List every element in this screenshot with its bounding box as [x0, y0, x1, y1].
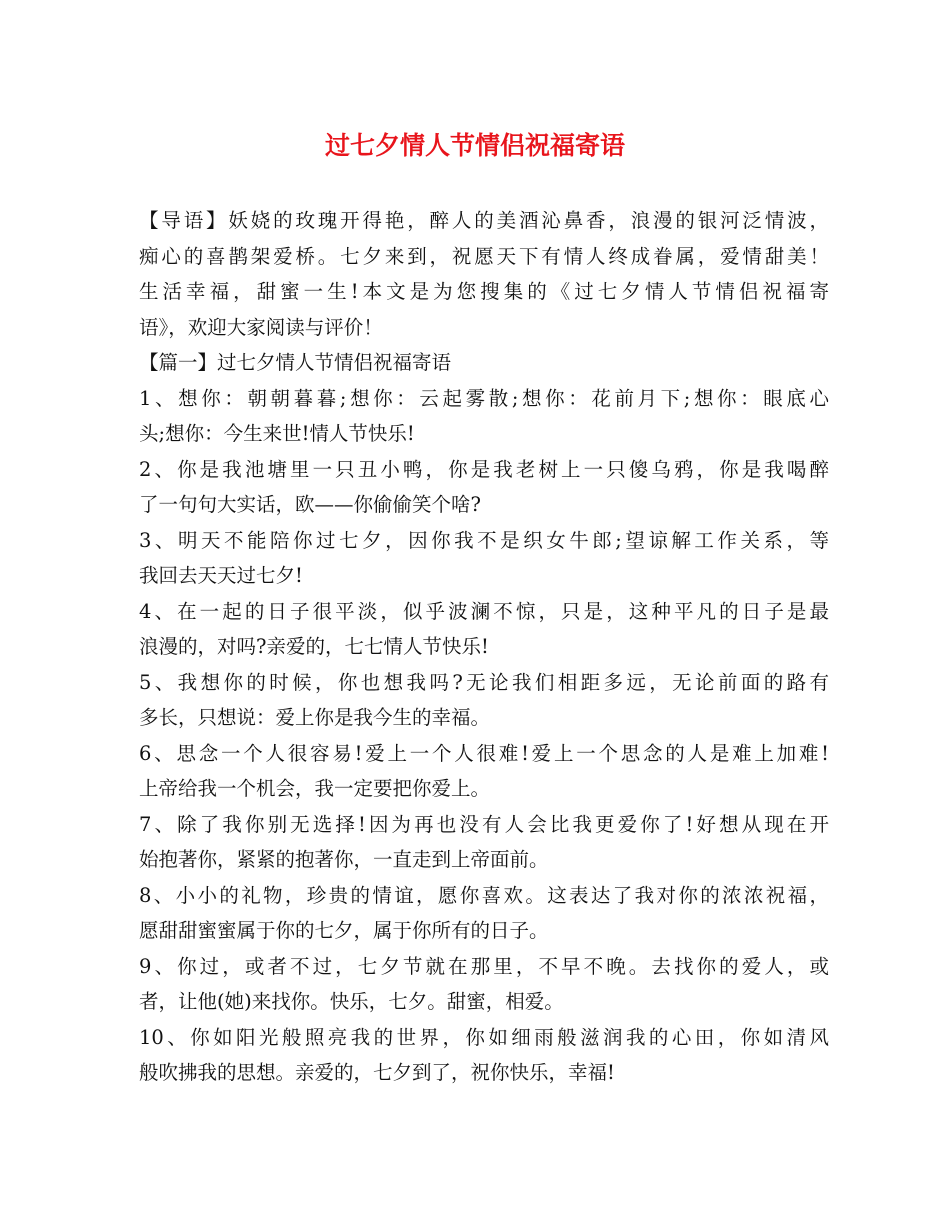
- body-line: 愿甜甜蜜蜜属于你的七夕，属于你所有的日子。: [139, 919, 549, 942]
- body-line: 【导语】妖娆的玫瑰开得艳，醉人的美酒沁鼻香，浪漫的银河泛情波，: [139, 209, 829, 232]
- body-line: 上帝给我一个机会，我一定要把你爱上。: [139, 777, 491, 800]
- body-line: 我回去天天过七夕!: [139, 564, 303, 587]
- body-line: 多长，只想说：爱上你是我今生的幸福。: [139, 706, 491, 729]
- body-line: 者，让他(她)来找你。快乐，七夕。甜蜜，相爱。: [139, 990, 564, 1013]
- document-body: [139, 203, 829, 1091]
- body-line: 生活幸福，甜蜜一生!本文是为您搜集的《过七夕情人节情侣祝福寄: [139, 280, 829, 303]
- body-line: 8、小小的礼物，珍贵的情谊，愿你喜欢。这表达了我对你的浓浓祝福，: [139, 883, 829, 907]
- body-line: 般吹拂我的思想。亲爱的，七夕到了，祝你快乐，幸福!: [139, 1061, 615, 1084]
- body-line: 2、你是我池塘里一只丑小鸭，你是我老树上一只傻乌鸦，你是我喝醉: [139, 457, 829, 481]
- body-line: 始抱著你，紧紧的抱著你，一直走到上帝面前。: [139, 848, 549, 871]
- body-line: 3、明天不能陪你过七夕，因你我不是织女牛郎;望谅解工作关系，等: [139, 528, 829, 552]
- body-line: 6、思念一个人很容易!爱上一个人很难!爱上一个思念的人是难上加难!: [139, 741, 829, 765]
- body-line: 痴心的喜鹊架爱桥。七夕来到，祝愿天下有情人终成眷属，爱情甜美！: [139, 244, 829, 268]
- body-line: 头;想你：今生来世!情人节快乐!: [139, 422, 415, 445]
- section-heading: 【篇一】过七夕情人节情侣祝福寄语: [139, 351, 452, 374]
- body-line: 了一句句大实话，欧——你偷偷笑个啥?: [139, 493, 481, 516]
- document-title: 过七夕情人节情侣祝福寄语: [324, 131, 625, 160]
- body-line: 9、你过，或者不过，七夕节就在那里，不早不晚。去找你的爱人，或: [139, 954, 829, 978]
- body-line: 语》，欢迎大家阅读与评价！: [139, 315, 383, 339]
- body-line: 4、在一起的日子很平淡，似乎波澜不惊，只是，这种平凡的日子是最: [139, 599, 829, 623]
- body-line: 5、我想你的时候，你也想我吗?无论我们相距多远，无论前面的路有: [139, 670, 829, 694]
- body-line: 10、你如阳光般照亮我的世界，你如细雨般滋润我的心田，你如清风: [139, 1025, 829, 1049]
- body-line: 1、想你：朝朝暮暮;想你：云起雾散;想你：花前月下;想你：眼底心: [139, 386, 829, 410]
- body-line: 7、除了我你别无选择!因为再也没有人会比我更爱你了!好想从现在开: [139, 812, 829, 836]
- body-line: 浪漫的，对吗?亲爱的，七七情人节快乐!: [139, 635, 489, 658]
